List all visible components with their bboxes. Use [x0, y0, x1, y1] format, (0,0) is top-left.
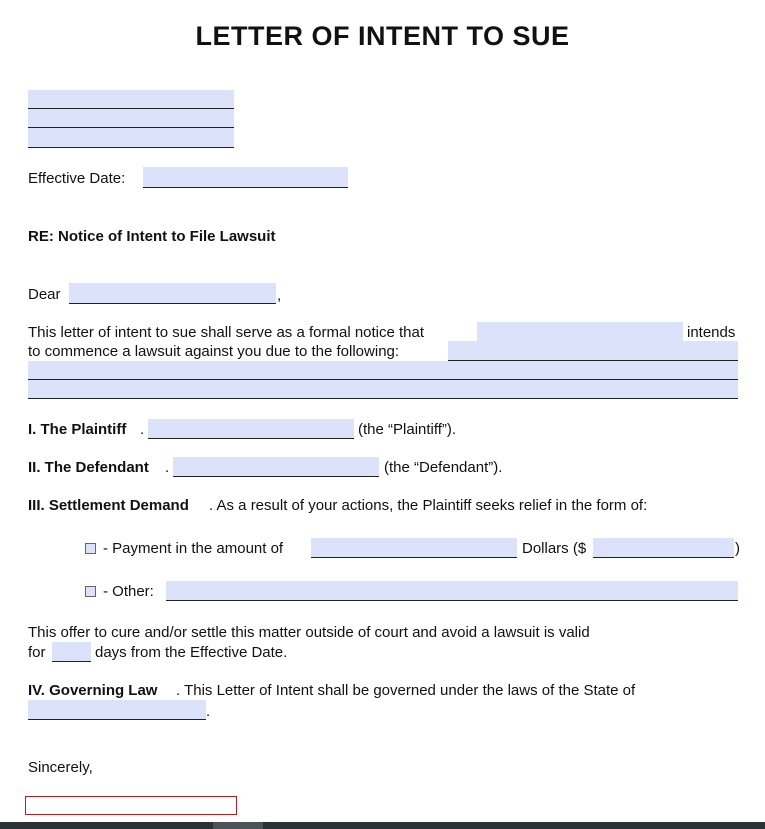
payment-label: - Payment in the amount of: [103, 540, 284, 557]
plaintiff-suffix: (the “Plaintiff”).: [358, 421, 457, 438]
intends-text: intends: [687, 324, 736, 341]
settlement-text: . As a result of your actions, the Plaintiff seeks relief in the form of:: [209, 497, 648, 514]
viewer-scroll-thumb[interactable]: [213, 822, 263, 829]
governing-law-heading: IV. Governing Law: [28, 682, 158, 699]
offer-days-text: days from the Effective Date.: [95, 644, 288, 661]
signature-field[interactable]: [25, 796, 237, 815]
party-name-field[interactable]: [477, 322, 683, 342]
viewer-bottom-bar: [0, 822, 765, 829]
defendant-heading-period: .: [165, 459, 170, 476]
offer-paragraph-line-1: This offer to cure and/or settle this matter outside of court and avoid a lawsuit is valid: [28, 624, 590, 641]
notice-paragraph-line-2: to commence a lawsuit against you due to the following:: [28, 343, 400, 360]
lawsuit-reason-line-2[interactable]: [28, 361, 738, 380]
sender-address-line-3[interactable]: [28, 128, 234, 148]
governing-law-text: . This Letter of Intent shall be governed under the laws of the State of: [176, 682, 636, 699]
payment-amount-words-field[interactable]: [311, 538, 517, 558]
document-title: LETTER OF INTENT TO SUE: [195, 21, 570, 51]
other-label: - Other:: [103, 583, 154, 600]
dollars-close: ): [735, 540, 740, 557]
dollars-label: Dollars ($: [522, 540, 587, 557]
sincerely-label: Sincerely,: [28, 759, 93, 776]
lawsuit-reason-line-3[interactable]: [28, 380, 738, 399]
plaintiff-heading: I. The Plaintiff: [28, 421, 127, 438]
effective-date-label: Effective Date:: [28, 170, 126, 187]
plaintiff-name-field[interactable]: [148, 419, 354, 439]
defendant-suffix: (the “Defendant”).: [384, 459, 503, 476]
settlement-heading: III. Settlement Demand: [28, 497, 189, 514]
dear-label: Dear: [28, 286, 61, 303]
recipient-name-field[interactable]: [69, 283, 276, 304]
defendant-heading: II. The Defendant: [28, 459, 149, 476]
plaintiff-heading-period: .: [140, 421, 145, 438]
payment-checkbox[interactable]: [85, 543, 96, 554]
state-field[interactable]: [28, 700, 206, 720]
offer-for-label: for: [28, 644, 46, 661]
sender-address-line-1[interactable]: [28, 90, 234, 109]
effective-date-field[interactable]: [143, 167, 348, 188]
notice-paragraph-line-1: This letter of intent to sue shall serve as a formal notice that: [28, 324, 425, 341]
other-relief-field[interactable]: [166, 581, 738, 601]
sender-address-line-2[interactable]: [28, 109, 234, 128]
dear-comma: ,: [277, 287, 282, 304]
payment-amount-number-field[interactable]: [593, 538, 734, 558]
other-checkbox[interactable]: [85, 586, 96, 597]
re-line: RE: Notice of Intent to File Lawsuit: [28, 228, 276, 245]
lawsuit-reason-line-1[interactable]: [448, 341, 738, 361]
days-field[interactable]: [52, 642, 91, 662]
state-period: .: [206, 703, 211, 720]
defendant-name-field[interactable]: [173, 457, 379, 477]
